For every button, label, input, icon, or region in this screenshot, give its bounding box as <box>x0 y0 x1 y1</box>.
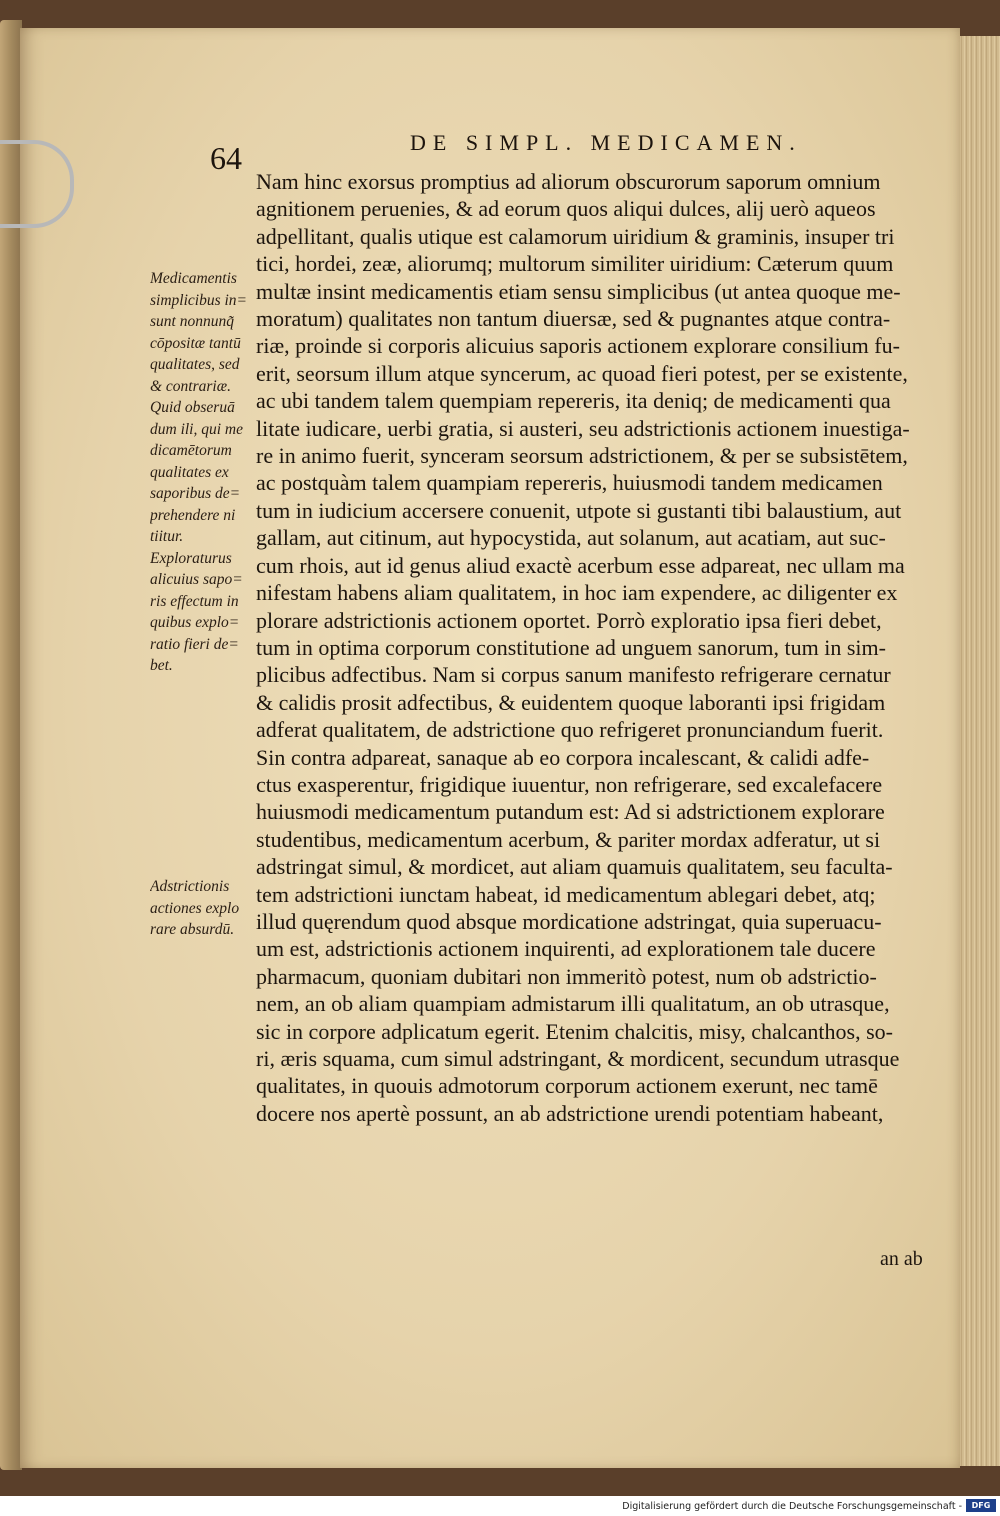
margin-note-line: ris effectum in <box>150 592 239 610</box>
text-line: docere nos apertè possunt, an ab adstrictione urendi potentiam habeant, <box>256 1100 884 1126</box>
text-line: nifestam habens aliam qualitatem, in hoc iam expendere, ac diligenter ex <box>256 580 898 606</box>
margin-note-line: dicamētorum <box>150 442 232 459</box>
text-line: ri, æris squama, cum simul adstringant, & mordicent, secundum utrasque <box>256 1046 900 1071</box>
margin-note-line: Adstrictionis <box>150 878 230 895</box>
margin-note-line: & contrariæ. <box>150 377 231 395</box>
text-line: ac ubi tandem talem quempiam repereris, ita deniq; de medicamenti qua <box>256 388 891 414</box>
margin-note <box>150 268 268 677</box>
margin-note-line: bet. <box>150 657 173 674</box>
margin-note-line: ratio fieri de= <box>150 635 239 653</box>
text-line: multæ insint medicamentis etiam sensu simplicibus (ut antea quoque me- <box>256 278 901 304</box>
margin-note <box>150 876 268 941</box>
catchword: an ab <box>880 1248 923 1270</box>
text-line: sic in corpore adplicatum egerit. Etenim chalcitis, misy, chalcanthos, so- <box>256 1018 893 1044</box>
margin-note-line: Medicamentis <box>150 270 237 287</box>
text-line: plicibus adfectibus. Nam si corpus sanum manifesto refrigerare cernatur <box>256 662 891 688</box>
text-line: adstringat simul, & mordicet, aut aliam quamuis qualitatem, seu faculta- <box>256 854 893 880</box>
margin-note-line: Exploraturus <box>150 549 232 567</box>
text-line: tum in optima corporum constitutione ad unguem sanorum, tum in sim- <box>256 634 886 660</box>
text-line: re in animo fuerit, synceram seorsum adstrictionem, & per se subsistētem, <box>256 443 908 469</box>
dfg-logo: DFG <box>966 1499 996 1512</box>
text-line: studentibus, medicamentum acerbum, & pariter mordax adferatur, ut si <box>256 826 881 852</box>
text-line: adferat qualitatem, de adstrictione quo refrigeret pronunciandum fuerit. <box>256 717 884 743</box>
text-line: ctus exasperentur, frigidique iuuentur, non refrigerare, sed excalefacere <box>256 771 883 797</box>
text-line: huiusmodi medicamentum putandum est: Ad si adstrictionem explorare <box>256 799 885 825</box>
margin-note-line: quibus explo= <box>150 614 240 631</box>
text-line: ac postquàm talem quampiam repereris, huiusmodi tandem medicamen <box>256 470 883 496</box>
text-line: nem, an ob aliam quampiam admistarum illi qualitatum, an ob utrasque, <box>256 991 890 1017</box>
text-line: adpellitant, qualis utique est calamorum uiridium & graminis, insuper tri <box>256 223 895 249</box>
margin-note-line: cōpositæ tantū <box>150 334 241 352</box>
margin-note-line: rare absurdū. <box>150 921 235 938</box>
text-line: illud quęrendum quod absque mordicatione adstringat, quia superuacu- <box>256 908 882 934</box>
text-line: um est, adstrictionis actionem inquirenti, ad explorationem tale ducere <box>256 936 876 962</box>
text-line: litate iudicare, uerbi gratia, si austeri, seu adstrictionis actionem inuestiga- <box>256 415 910 441</box>
body-text <box>256 168 946 1127</box>
text-line: & calidis prosit adfectibus, & euidentem quoque laboranti ipsi frigidam <box>256 689 886 715</box>
text-line: riæ, proinde si corporis alicuius saporis actionem explorare consilium fu- <box>256 333 900 359</box>
text-line: Nam hinc exorsus promptius ad aliorum obscurorum saporum omnium <box>256 169 881 194</box>
text-line: erit, seorsum illum atque syncerum, ac quoad fieri potest, per se existente, <box>256 360 908 386</box>
margin-note-line: sunt nonnunq̃ <box>150 313 234 330</box>
page-edges <box>958 36 1000 1466</box>
text-line: tem adstrictioni iunctam habeat, id medicamentum ablegari debet, atq; <box>256 881 876 907</box>
text-line: cum rhois, aut id genus aliud exactè acerbum esse adpareat, nec ullam ma <box>256 552 905 578</box>
footer <box>0 1496 1000 1515</box>
text-line: plorare adstrictionis actionem oportet. Porrò exploratio ipsa fieri debet, <box>256 607 882 633</box>
text-line: pharmacum, quoniam dubitari non immeritò potest, num ob adstrictio- <box>256 963 877 989</box>
running-head: DE SIMPL. MEDICAMEN. <box>410 130 802 155</box>
text-line: tum in iudicium accersere conuenit, utpote si gustanti tibi balaustium, aut <box>256 497 902 523</box>
margin-note-line: qualitates ex <box>150 463 229 481</box>
text-line: tici, hordei, zeæ, aliorumq; multorum similiter uiridium: Cæterum quum <box>256 251 894 277</box>
text-line: agnitionem peruenies, & ad eorum quos aliqui dulces, alij uerò aqueos <box>256 196 876 222</box>
margin-note-line: alicuius sapo= <box>150 571 243 588</box>
page-number: 64 <box>210 140 242 176</box>
margin-note-line: dum ili, qui me <box>150 420 243 438</box>
book-spine <box>0 20 22 1470</box>
margin-note-line: saporibus de= <box>150 485 241 502</box>
text-line: qualitates, in quouis admotorum corporum actionem exerunt, nec tamē <box>256 1073 878 1099</box>
margin-note-line: simplicibus in= <box>150 291 248 309</box>
margin-note-line: actiones explo <box>150 899 240 917</box>
margin-note-line: qualitates, sed <box>150 356 240 373</box>
text-line: Sin contra adpareat, sanaque ab eo corpora incalescant, & calidi adfe- <box>256 744 870 770</box>
margin-note-line: prehendere ni <box>150 506 236 524</box>
paper-clip-icon <box>0 140 74 228</box>
text-line: gallam, aut citinum, aut hypocystida, aut solanum, aut acatiam, aut suc- <box>256 525 886 551</box>
text-line: moratum) qualitates non tantum diuersæ, sed & pugnantes atque contra- <box>256 306 891 332</box>
margin-note-line: tiitur. <box>150 528 184 545</box>
margin-note-line: Quid obseruā <box>150 399 235 416</box>
funding-notice: Digitalisierung gefördert durch die Deutsche Forschungsgemeinschaft - <box>622 1501 962 1512</box>
